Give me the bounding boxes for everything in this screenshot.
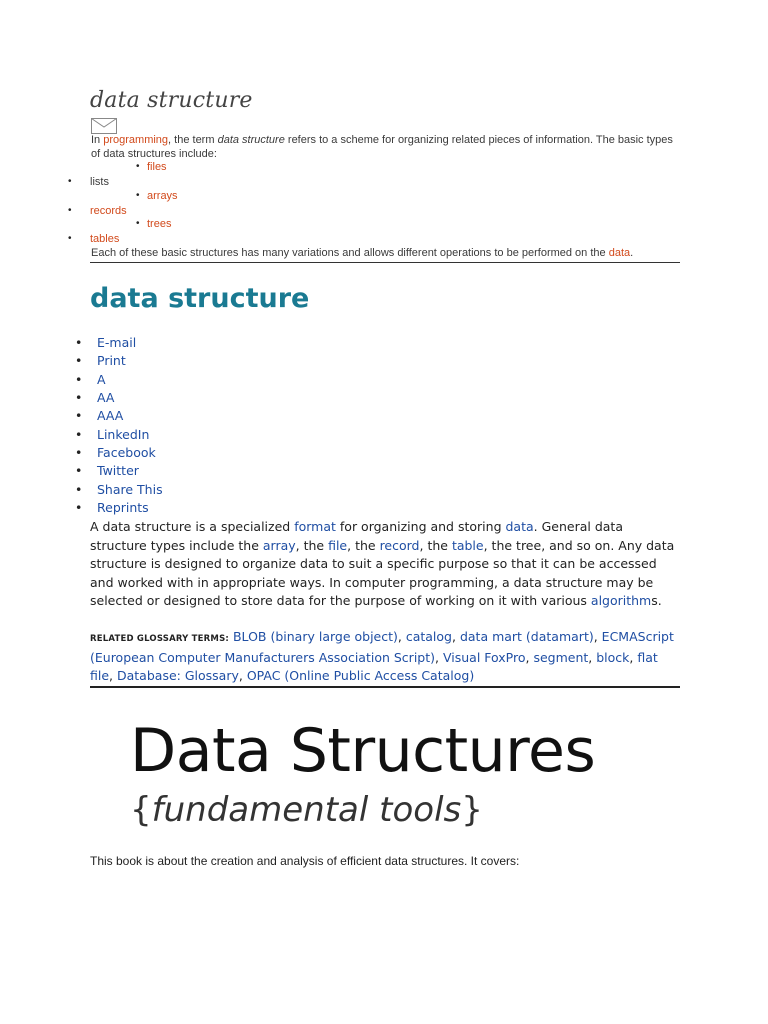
font-size-medium[interactable]: • AA [75,390,115,405]
definition-paragraph: A data structure is a specialized format for organizing and storing data. General data structure types include the array, the file, the record, the table, the tree, and so on. Any data structure is designed to organize data to suit a specific purpose so that it can be accessed and worked with in appropriate ways. In computer programming, a data structure may be selected or designed to store data for the purpose of working on it with various algorithms. [90,519,675,608]
section2-title: data structure [90,283,310,314]
list-item-lists: • lists [68,176,109,188]
section1-title: data structure [90,88,253,113]
table-link[interactable]: table [451,537,484,553]
share-link-email[interactable]: • E-mail [75,335,137,350]
mail-icon[interactable] [91,118,117,134]
divider [90,686,680,688]
file-link[interactable]: file [328,537,348,553]
share-link-share-this[interactable]: • Share This [75,482,163,497]
share-link-print[interactable]: • Print [75,353,126,368]
array-link[interactable]: array [262,537,296,553]
related-term[interactable]: ECMAScript (European Computer Manufacturers Association Script) [90,629,674,665]
related-term[interactable]: Database: Glossary [117,668,239,683]
book-description: This book is about the creation and analysis of efficient data structures. It covers: [90,854,520,868]
list-item-files[interactable]: • files [136,161,167,173]
share-link-reprints[interactable]: • Reprints [75,500,149,515]
related-term[interactable]: OPAC (Online Public Access Catalog) [246,668,475,683]
list-item-records[interactable]: • records [68,205,127,217]
record-link[interactable]: record [379,537,420,553]
divider [90,262,680,263]
format-link[interactable]: format [294,519,336,534]
share-link-facebook[interactable]: • Facebook [75,445,156,460]
related-term[interactable]: block [596,649,630,665]
book-subtitle: {fundamental tools} [130,790,483,830]
related-term[interactable]: Visual FoxPro [442,649,526,665]
related-term[interactable]: catalog [405,629,452,644]
related-terms: RELATED GLOSSARY TERMS: BLOB (binary large object), catalog, data mart (datamart), ECMAScript (European Computer Manufacturers Association Script), Visual FoxPro, segment, block, flat file, Database: Glossary, OPAC (Online Public Access Catalog) [90,629,674,683]
section1-intro: In programming, the term data structure refers to a scheme for organizing related pieces of information. The basic types of data structures include: [91,134,673,160]
book-title: Data Structures [130,716,596,786]
share-link-twitter[interactable]: • Twitter [75,463,139,478]
programming-link[interactable]: programming [103,134,169,146]
list-item-tables[interactable]: • tables [68,233,120,245]
font-size-large[interactable]: • AAA [75,408,124,423]
related-term[interactable]: flat file [90,649,658,683]
related-term[interactable]: data mart (datamart) [459,629,594,644]
data-link[interactable]: data [505,519,534,534]
share-link-linkedin[interactable]: • LinkedIn [75,427,150,442]
related-term[interactable]: BLOB (binary large object) [232,629,398,644]
section1-closing: Each of these basic structures has many variations and allows different operations to be performed on the data. [91,247,634,259]
related-term[interactable]: segment [533,649,589,665]
font-size-small[interactable]: • A [75,372,106,387]
list-item-trees[interactable]: • trees [136,218,172,230]
data-link[interactable]: data [608,247,631,259]
algorithm-link[interactable]: algorithm [590,593,652,608]
list-item-arrays[interactable]: • arrays [136,190,178,202]
related-terms-label: RELATED GLOSSARY TERMS: [90,634,229,644]
